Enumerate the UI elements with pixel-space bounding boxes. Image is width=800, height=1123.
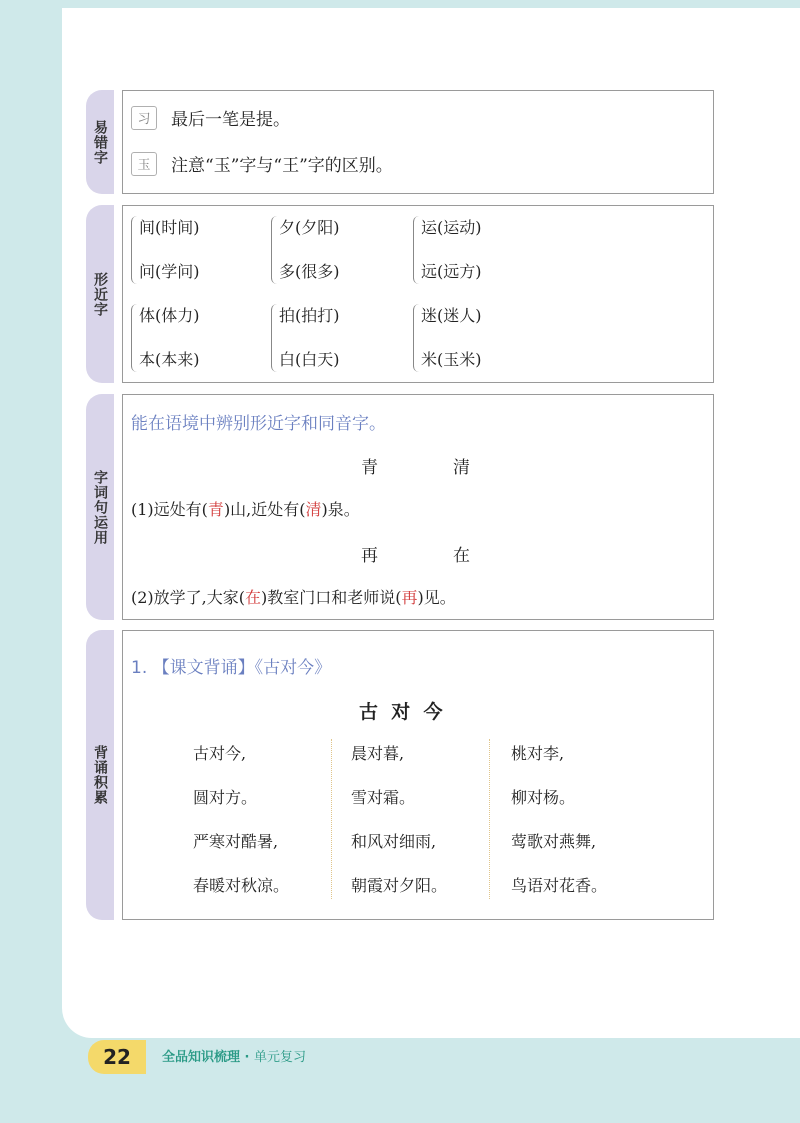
question-text: )泉。 (321, 500, 360, 519)
question-text: (1)远处有( (131, 500, 208, 519)
page-number: 22 (88, 1040, 146, 1074)
char-pair (421, 294, 482, 382)
pair-item: 运(运动) (421, 218, 482, 237)
poem-line: 严寒对酷暑, (193, 832, 279, 851)
answer: 再 (401, 588, 418, 607)
tab-ziciyunyong (86, 394, 114, 620)
tab-label: 字词句运用 (92, 469, 108, 545)
poem-line: 和风对细雨, (351, 832, 437, 851)
char-pair (279, 294, 340, 382)
poem-line: 晨对暮, (351, 744, 405, 763)
pair-item: 拍(拍打) (279, 306, 340, 325)
option-word: 再 (361, 546, 378, 566)
answer: 青 (207, 500, 224, 519)
xingjinzi-box (122, 205, 714, 383)
char-pair (139, 294, 200, 382)
poem-line: 柳对杨。 (511, 788, 576, 807)
recite-heading: 1. 【课文背诵】《古对今》 (131, 658, 332, 678)
pair-item: 白(白天) (279, 350, 340, 369)
tab-yicuozi (86, 90, 114, 194)
pair-item: 远(远方) (421, 262, 482, 281)
poem-line: 春暖对秋凉。 (193, 876, 290, 895)
tab-beisong (86, 630, 114, 920)
error-row-2 (131, 151, 393, 176)
pair-item: 问(学问) (139, 262, 200, 281)
answer: 清 (305, 500, 322, 519)
poem-line: 鸟语对花香。 (511, 876, 608, 895)
question-text: )山,近处有( (223, 500, 306, 519)
option-word: 在 (453, 546, 470, 566)
tab-label: 易错字 (92, 119, 108, 165)
poem-line: 圆对方。 (193, 788, 258, 807)
char-pair (139, 206, 200, 294)
option-word: 清 (453, 458, 470, 478)
section-intro: 能在语境中辨别形近字和同音字。 (131, 414, 386, 434)
poem-line: 莺歌对燕舞, (511, 832, 597, 851)
char-pair (279, 206, 340, 294)
pair-item: 米(玉米) (421, 350, 482, 369)
pair-item: 体(体力) (139, 306, 200, 325)
footer-separator: · (240, 1050, 255, 1065)
pair-item: 多(很多) (279, 262, 340, 281)
option-word: 青 (361, 458, 378, 478)
footer-subtitle: 单元复习 (254, 1050, 307, 1065)
yicuozi-box (122, 90, 714, 194)
char-box: 玉 (131, 152, 157, 176)
error-text: 注意“玉”字与“王”字的区别。 (171, 156, 393, 176)
char-pair (421, 206, 482, 294)
question-text: )教室门口和老师说( (261, 588, 402, 607)
error-row-1 (131, 105, 290, 130)
ziciyunyong-box (122, 394, 714, 620)
poem-line: 雪对霜。 (351, 788, 416, 807)
pair-item: 夕(夕阳) (279, 218, 340, 237)
tab-xingjinzi (86, 205, 114, 383)
poem-line: 桃对李, (511, 744, 565, 763)
pair-item: 本(本来) (139, 350, 200, 369)
pair-item: 迷(迷人) (421, 306, 482, 325)
footer-title (162, 1046, 306, 1065)
question-1 (131, 497, 360, 520)
question-2 (131, 585, 456, 608)
tab-label: 形近字 (92, 271, 108, 317)
char-box: 习 (131, 106, 157, 130)
beisong-box (122, 630, 714, 920)
poem-title: 古 对 今 (359, 701, 443, 723)
question-text: )见。 (417, 588, 456, 607)
tab-label: 背诵积累 (92, 745, 108, 805)
question-text: (2)放学了,大家( (131, 588, 245, 607)
answer: 在 (245, 588, 262, 607)
poem-line: 朝霞对夕阳。 (351, 876, 448, 895)
footer-book-title: 全品知识梳理 (162, 1050, 241, 1065)
poem-line: 古对今, (193, 744, 247, 763)
pair-item: 间(时间) (139, 218, 200, 237)
column-divider (489, 739, 490, 899)
column-divider (331, 739, 332, 899)
error-text: 最后一笔是提。 (171, 110, 290, 130)
